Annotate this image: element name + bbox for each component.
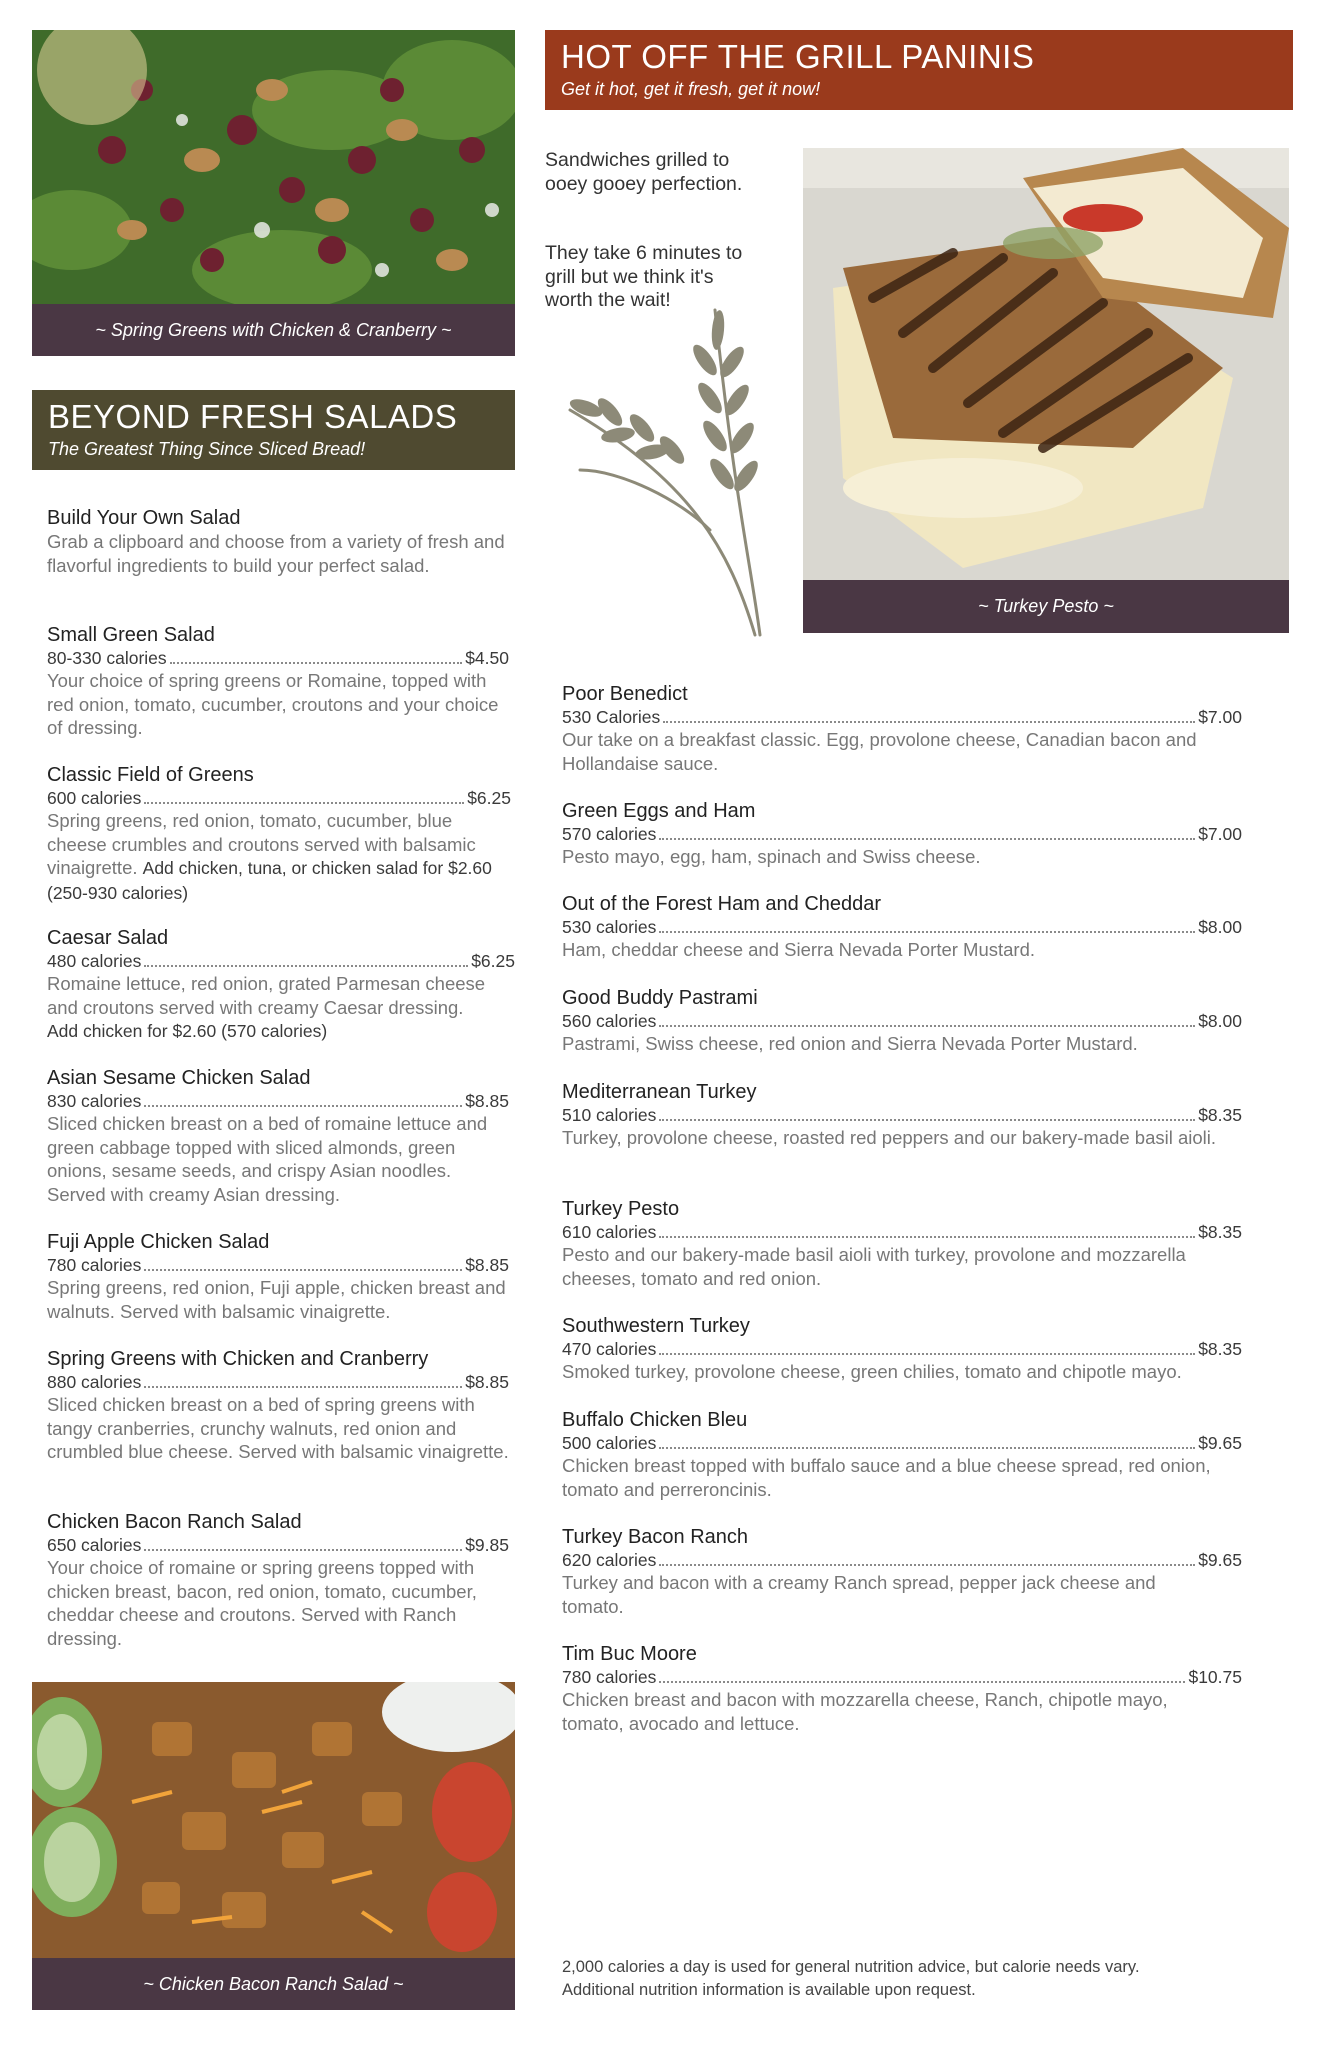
dot-leader bbox=[144, 802, 464, 804]
item-calories: 600 calories bbox=[47, 788, 142, 808]
item-calories: 830 calories bbox=[47, 1091, 142, 1111]
item-calories: 570 calories bbox=[562, 824, 657, 844]
item-description-text: Romaine lettuce, red onion, grated Parmesan cheese and croutons served with creamy Caesar dressing. bbox=[47, 973, 486, 1018]
menu-item-classic-field-of-greens bbox=[47, 763, 511, 905]
turkey-pesto-photo bbox=[803, 148, 1289, 580]
item-calorie-price-row bbox=[562, 1549, 1242, 1571]
item-name: Good Buddy Pastrami bbox=[562, 987, 758, 1009]
item-calories: 500 calories bbox=[562, 1433, 657, 1453]
item-name: Small Green Salad bbox=[47, 624, 215, 646]
item-price: $8.35 bbox=[1198, 1222, 1242, 1242]
dot-leader bbox=[144, 1549, 462, 1551]
item-calorie-price-row bbox=[562, 1338, 1242, 1360]
item-name: Build Your Own Salad bbox=[47, 507, 241, 529]
item-calorie-price-row bbox=[47, 950, 515, 972]
dot-leader bbox=[663, 721, 1195, 723]
item-price: $8.00 bbox=[1198, 917, 1242, 937]
menu-item-chicken-bacon-ranch-salad bbox=[47, 1510, 509, 1650]
menu-item-spring-greens-chicken-cranberry bbox=[47, 1347, 515, 1464]
item-description: Pesto mayo, egg, ham, spinach and Swiss cheese. bbox=[562, 846, 981, 867]
dot-leader bbox=[659, 1025, 1195, 1027]
item-calories: 610 calories bbox=[562, 1222, 657, 1242]
item-note: Add chicken, tuna, or chicken salad for $2.60 (250-930 calories) bbox=[47, 858, 492, 903]
item-name: Green Eggs and Ham bbox=[562, 800, 756, 822]
item-description bbox=[47, 809, 511, 905]
dot-leader bbox=[144, 1269, 462, 1271]
item-calories: 530 calories bbox=[562, 917, 657, 937]
item-description: Pesto and our bakery-made basil aioli with turkey, provolone and mozzarella cheeses, tomato and red onion. bbox=[562, 1244, 1186, 1289]
item-price: $8.85 bbox=[465, 1091, 509, 1111]
item-description: Grab a clipboard and choose from a variety of fresh and flavorful ingredients to build your perfect salad. bbox=[47, 531, 505, 576]
salads-subtitle: The Greatest Thing Since Sliced Bread! bbox=[48, 438, 366, 459]
item-calorie-price-row bbox=[47, 1254, 509, 1276]
footnote-line-2: Additional nutrition information is available upon request. bbox=[562, 1981, 976, 1999]
item-calorie-price-row bbox=[562, 1666, 1242, 1688]
menu-item-tim-buc-moore bbox=[562, 1642, 1242, 1735]
item-description: Smoked turkey, provolone cheese, green chilies, tomato and chipotle mayo. bbox=[562, 1361, 1182, 1382]
turkey-pesto-caption: ~ Turkey Pesto ~ bbox=[803, 580, 1289, 633]
salads-title: BEYOND FRESH SALADS bbox=[48, 398, 458, 435]
panini-intro-1: Sandwiches grilled to ooey gooey perfection. bbox=[545, 149, 743, 195]
item-description: Turkey and bacon with a creamy Ranch spread, pepper jack cheese and tomato. bbox=[562, 1572, 1156, 1617]
item-name: Tim Buc Moore bbox=[562, 1643, 697, 1665]
item-price: $8.35 bbox=[1198, 1105, 1242, 1125]
item-description: Sliced chicken breast on a bed of romaine lettuce and green cabbage topped with sliced almonds, green onions, sesame seeds, and crispy Asian noodles. Served with creamy Asian dressing. bbox=[47, 1113, 488, 1205]
item-note: Add chicken for $2.60 (570 calories) bbox=[47, 1021, 328, 1041]
menu-item-build-your-own-salad bbox=[47, 506, 515, 577]
menu-item-out-of-the-forest-ham-and-cheddar bbox=[562, 892, 1242, 962]
item-calorie-price-row bbox=[47, 1534, 509, 1556]
item-description: Chicken breast and bacon with mozzarella cheese, Ranch, chipotle mayo, tomato, avocado and lettuce. bbox=[562, 1689, 1168, 1734]
menu-item-fuji-apple-chicken-salad bbox=[47, 1230, 509, 1323]
item-calorie-price-row bbox=[562, 823, 1242, 845]
paninis-title: HOT OFF THE GRILL PANINIS bbox=[561, 38, 1035, 75]
dot-leader bbox=[144, 1105, 462, 1107]
menu-item-small-green-salad bbox=[47, 623, 509, 740]
menu-item-mediterranean-turkey bbox=[562, 1080, 1242, 1150]
item-price: $10.75 bbox=[1188, 1667, 1242, 1687]
item-calorie-price-row bbox=[47, 787, 511, 809]
item-name: Asian Sesame Chicken Salad bbox=[47, 1067, 311, 1089]
item-calorie-price-row bbox=[562, 1104, 1242, 1126]
item-price: $8.85 bbox=[465, 1372, 509, 1392]
item-description: Chicken breast topped with buffalo sauce and a blue cheese spread, red onion, tomato and perreroncinis. bbox=[562, 1455, 1211, 1500]
spring-greens-caption: ~ Spring Greens with Chicken & Cranberry ~ bbox=[32, 304, 515, 356]
nutrition-footnote bbox=[562, 1956, 1282, 2002]
dot-leader bbox=[170, 662, 463, 664]
dot-leader bbox=[659, 1681, 1185, 1683]
dot-leader bbox=[659, 1236, 1195, 1238]
dot-leader bbox=[144, 965, 468, 967]
item-price: $8.35 bbox=[1198, 1339, 1242, 1359]
item-calories: 510 calories bbox=[562, 1105, 657, 1125]
panini-intro-2: They take 6 minutes to grill but we think it's worth the wait! bbox=[545, 242, 743, 311]
item-name: Chicken Bacon Ranch Salad bbox=[47, 1511, 302, 1533]
item-description: Our take on a breakfast classic. Egg, provolone cheese, Canadian bacon and Hollandaise sauce. bbox=[562, 729, 1197, 774]
item-calorie-price-row bbox=[562, 1010, 1242, 1032]
item-description bbox=[47, 972, 487, 1044]
item-price: $8.00 bbox=[1198, 1011, 1242, 1031]
paninis-subtitle: Get it hot, get it fresh, get it now! bbox=[561, 78, 821, 99]
item-name: Fuji Apple Chicken Salad bbox=[47, 1231, 270, 1253]
dot-leader bbox=[659, 1564, 1195, 1566]
item-name: Southwestern Turkey bbox=[562, 1315, 750, 1337]
item-calorie-price-row bbox=[562, 1221, 1242, 1243]
item-description: Your choice of romaine or spring greens topped with chicken breast, bacon, red onion, tomato, cucumber, cheddar cheese and croutons. Served with Ranch dressing. bbox=[47, 1557, 477, 1649]
item-calorie-price-row bbox=[47, 647, 509, 669]
item-name: Buffalo Chicken Bleu bbox=[562, 1409, 748, 1431]
item-calories: 480 calories bbox=[47, 951, 142, 971]
item-name: Poor Benedict bbox=[562, 683, 688, 705]
dot-leader bbox=[659, 931, 1195, 933]
item-description-text: Spring greens, red onion, tomato, cucumber, blue cheese crumbles and croutons served with balsamic vinaigrette. bbox=[47, 810, 476, 878]
menu-item-buffalo-chicken-bleu bbox=[562, 1408, 1242, 1501]
item-calories: 880 calories bbox=[47, 1372, 142, 1392]
item-calorie-price-row bbox=[562, 1432, 1242, 1454]
item-calories: 80-330 calories bbox=[47, 648, 167, 668]
item-name: Mediterranean Turkey bbox=[562, 1081, 757, 1103]
dot-leader bbox=[659, 1353, 1195, 1355]
item-calories: 530 Calories bbox=[562, 707, 661, 727]
item-price: $6.25 bbox=[467, 788, 511, 808]
menu-item-asian-sesame-chicken-salad bbox=[47, 1066, 509, 1206]
item-description: Turkey, provolone cheese, roasted red peppers and our bakery-made basil aioli. bbox=[562, 1127, 1217, 1148]
spring-greens-photo bbox=[32, 30, 515, 304]
item-calorie-price-row bbox=[47, 1371, 509, 1393]
item-calories: 650 calories bbox=[47, 1535, 142, 1555]
menu-item-southwestern-turkey bbox=[562, 1314, 1262, 1384]
footnote-line-1: 2,000 calories a day is used for general nutrition advice, but calorie needs vary. bbox=[562, 1958, 1140, 1976]
menu-item-turkey-pesto bbox=[562, 1197, 1242, 1290]
item-price: $9.85 bbox=[465, 1535, 509, 1555]
item-price: $8.85 bbox=[465, 1255, 509, 1275]
chicken-bacon-ranch-caption: ~ Chicken Bacon Ranch Salad ~ bbox=[32, 1958, 515, 2010]
dot-leader bbox=[144, 1386, 462, 1388]
item-calorie-price-row bbox=[562, 706, 1242, 728]
item-name: Classic Field of Greens bbox=[47, 764, 254, 786]
item-calories: 560 calories bbox=[562, 1011, 657, 1031]
menu-item-good-buddy-pastrami bbox=[562, 986, 1242, 1056]
item-calorie-price-row bbox=[562, 916, 1242, 938]
item-description: Ham, cheddar cheese and Sierra Nevada Porter Mustard. bbox=[562, 939, 1036, 960]
menu-item-turkey-bacon-ranch bbox=[562, 1525, 1242, 1618]
menu-item-green-eggs-and-ham bbox=[562, 799, 1242, 869]
item-price: $6.25 bbox=[471, 951, 515, 971]
item-calories: 620 calories bbox=[562, 1550, 657, 1570]
item-description: Spring greens, red onion, Fuji apple, chicken breast and walnuts. Served with balsamic vinaigrette. bbox=[47, 1277, 506, 1322]
item-calories: 470 calories bbox=[562, 1339, 657, 1359]
item-name: Out of the Forest Ham and Cheddar bbox=[562, 893, 882, 915]
dot-leader bbox=[659, 1119, 1195, 1121]
salads-section-header bbox=[32, 390, 515, 470]
item-description: Your choice of spring greens or Romaine, topped with red onion, tomato, cucumber, croutons and your choice of dressing. bbox=[47, 670, 499, 738]
item-description: Pastrami, Swiss cheese, red onion and Sierra Nevada Porter Mustard. bbox=[562, 1033, 1138, 1054]
chicken-bacon-ranch-photo bbox=[32, 1682, 515, 1958]
item-calories: 780 calories bbox=[562, 1667, 657, 1687]
item-price: $7.00 bbox=[1198, 824, 1242, 844]
item-calories: 780 calories bbox=[47, 1255, 142, 1275]
dot-leader bbox=[659, 838, 1195, 840]
item-calorie-price-row bbox=[47, 1090, 509, 1112]
wheat-stalk-icon bbox=[560, 300, 780, 640]
item-name: Turkey Pesto bbox=[562, 1198, 680, 1220]
item-price: $9.65 bbox=[1198, 1550, 1242, 1570]
item-price: $9.65 bbox=[1198, 1433, 1242, 1453]
item-name: Caesar Salad bbox=[47, 927, 169, 949]
item-description: Sliced chicken breast on a bed of spring greens with tangy cranberries, crunchy walnuts, red onion and crumbled blue cheese. Served with balsamic vinaigrette. bbox=[47, 1394, 509, 1462]
item-name: Spring Greens with Chicken and Cranberry bbox=[47, 1348, 429, 1370]
dot-leader bbox=[659, 1447, 1195, 1449]
item-price: $4.50 bbox=[465, 648, 509, 668]
paninis-section-header bbox=[545, 30, 1293, 110]
item-name: Turkey Bacon Ranch bbox=[562, 1526, 749, 1548]
item-price: $7.00 bbox=[1198, 707, 1242, 727]
menu-item-caesar-salad bbox=[47, 926, 515, 1044]
menu-item-poor-benedict bbox=[562, 682, 1242, 775]
